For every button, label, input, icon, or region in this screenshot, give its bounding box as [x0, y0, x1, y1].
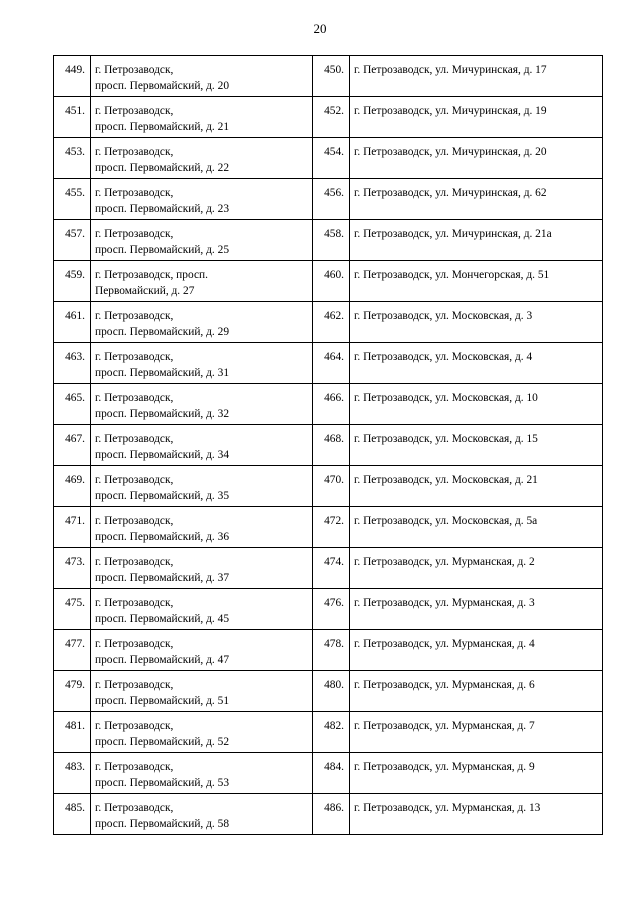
left-address-cell — [91, 56, 313, 97]
right-row-number: 462. — [313, 302, 350, 343]
left-address-line-2: просп. Первомайский, д. 34 — [95, 449, 230, 461]
left-address-line-2: просп. Первомайский, д. 51 — [95, 695, 230, 707]
left-row-number: 455. — [54, 179, 91, 220]
right-row-number: 470. — [313, 466, 350, 507]
right-address-cell — [350, 179, 603, 220]
left-address-line-1: г. Петрозаводск, — [95, 105, 174, 117]
left-address-cell — [91, 548, 313, 589]
right-row-number: 460. — [313, 261, 350, 302]
right-row-number: 450. — [313, 56, 350, 97]
address-table — [53, 55, 603, 835]
right-address-line: г. Петрозаводск, ул. Мичуринская, д. 17 — [354, 64, 547, 76]
left-address-line-1: г. Петрозаводск, — [95, 228, 174, 240]
right-address-line: г. Петрозаводск, ул. Мурманская, д. 6 — [354, 679, 535, 691]
table-row — [54, 343, 603, 384]
right-address-line: г. Петрозаводск, ул. Московская, д. 4 — [354, 351, 533, 363]
table-row — [54, 56, 603, 97]
left-address-line-2: Первомайский, д. 27 — [95, 285, 195, 297]
right-address-cell — [350, 712, 603, 753]
table-row — [54, 97, 603, 138]
right-address-cell — [350, 466, 603, 507]
left-address-line-2: просп. Первомайский, д. 35 — [95, 490, 230, 502]
right-row-number: 482. — [313, 712, 350, 753]
right-address-line: г. Петрозаводск, ул. Мичуринская, д. 21а — [354, 228, 552, 240]
left-row-number: 485. — [54, 794, 91, 835]
right-address-cell — [350, 548, 603, 589]
left-address-cell — [91, 97, 313, 138]
right-address-line: г. Петрозаводск, ул. Мончегорская, д. 51 — [354, 269, 550, 281]
left-address-cell — [91, 384, 313, 425]
left-address-cell — [91, 343, 313, 384]
right-address-cell — [350, 302, 603, 343]
left-address-line-2: просп. Первомайский, д. 36 — [95, 531, 230, 543]
left-address-line-1: г. Петрозаводск, — [95, 720, 174, 732]
right-row-number: 478. — [313, 630, 350, 671]
right-address-line: г. Петрозаводск, ул. Мурманская, д. 13 — [354, 802, 541, 814]
right-address-cell — [350, 138, 603, 179]
left-address-line-2: просп. Первомайский, д. 47 — [95, 654, 230, 666]
left-address-line-2: просп. Первомайский, д. 25 — [95, 244, 230, 256]
right-address-line: г. Петрозаводск, ул. Мурманская, д. 7 — [354, 720, 535, 732]
left-address-line-1: г. Петрозаводск, — [95, 310, 174, 322]
right-address-line: г. Петрозаводск, ул. Московская, д. 21 — [354, 474, 538, 486]
left-row-number: 449. — [54, 56, 91, 97]
left-row-number: 481. — [54, 712, 91, 753]
left-address-cell — [91, 753, 313, 794]
left-address-line-1: г. Петрозаводск, — [95, 556, 174, 568]
left-address-cell — [91, 630, 313, 671]
right-address-cell — [350, 753, 603, 794]
right-address-cell — [350, 671, 603, 712]
right-address-cell — [350, 97, 603, 138]
page-number: 20 — [313, 21, 327, 36]
left-address-line-1: г. Петрозаводск, — [95, 351, 174, 363]
left-address-line-1: г. Петрозаводск, — [95, 187, 174, 199]
right-address-cell — [350, 507, 603, 548]
right-address-line: г. Петрозаводск, ул. Мурманская, д. 3 — [354, 597, 535, 609]
left-address-cell — [91, 425, 313, 466]
right-address-line: г. Петрозаводск, ул. Мичуринская, д. 20 — [354, 146, 547, 158]
right-row-number: 480. — [313, 671, 350, 712]
left-address-cell — [91, 302, 313, 343]
left-address-line-2: просп. Первомайский, д. 21 — [95, 121, 230, 133]
left-row-number: 461. — [54, 302, 91, 343]
right-address-line: г. Петрозаводск, ул. Московская, д. 10 — [354, 392, 538, 404]
right-row-number: 468. — [313, 425, 350, 466]
right-address-line: г. Петрозаводск, ул. Московская, д. 3 — [354, 310, 533, 322]
left-address-line-2: просп. Первомайский, д. 29 — [95, 326, 230, 338]
right-row-number: 466. — [313, 384, 350, 425]
left-row-number: 465. — [54, 384, 91, 425]
left-row-number: 467. — [54, 425, 91, 466]
left-address-line-2: просп. Первомайский, д. 22 — [95, 162, 230, 174]
right-row-number: 454. — [313, 138, 350, 179]
left-address-line-1: г. Петрозаводск, — [95, 802, 174, 814]
right-row-number: 458. — [313, 220, 350, 261]
left-address-line-2: просп. Первомайский, д. 32 — [95, 408, 230, 420]
left-address-line-1: г. Петрозаводск, — [95, 597, 174, 609]
left-address-line-1: г. Петрозаводск, — [95, 761, 174, 773]
left-address-line-1: г. Петрозаводск, — [95, 474, 174, 486]
left-address-line-2: просп. Первомайский, д. 58 — [95, 818, 230, 830]
right-row-number: 456. — [313, 179, 350, 220]
left-row-number: 453. — [54, 138, 91, 179]
right-address-cell — [350, 425, 603, 466]
left-address-cell — [91, 671, 313, 712]
table-row — [54, 220, 603, 261]
left-row-number: 479. — [54, 671, 91, 712]
right-row-number: 486. — [313, 794, 350, 835]
left-address-line-2: просп. Первомайский, д. 20 — [95, 80, 230, 92]
left-row-number: 483. — [54, 753, 91, 794]
table-row — [54, 753, 603, 794]
right-address-cell — [350, 630, 603, 671]
left-address-line-1: г. Петрозаводск, — [95, 679, 174, 691]
right-address-line: г. Петрозаводск, ул. Московская, д. 15 — [354, 433, 538, 445]
left-row-number: 473. — [54, 548, 91, 589]
table-row — [54, 671, 603, 712]
left-row-number: 457. — [54, 220, 91, 261]
left-address-cell — [91, 589, 313, 630]
left-row-number: 451. — [54, 97, 91, 138]
left-address-line-1: г. Петрозаводск, — [95, 146, 174, 158]
right-row-number: 472. — [313, 507, 350, 548]
right-address-cell — [350, 343, 603, 384]
right-row-number: 452. — [313, 97, 350, 138]
left-address-line-1: г. Петрозаводск, — [95, 433, 174, 445]
left-row-number: 463. — [54, 343, 91, 384]
right-address-line: г. Петрозаводск, ул. Мурманская, д. 2 — [354, 556, 535, 568]
left-address-cell — [91, 507, 313, 548]
table-row — [54, 302, 603, 343]
left-row-number: 459. — [54, 261, 91, 302]
left-address-line-2: просп. Первомайский, д. 37 — [95, 572, 230, 584]
left-address-cell — [91, 794, 313, 835]
right-row-number: 464. — [313, 343, 350, 384]
left-row-number: 469. — [54, 466, 91, 507]
left-address-cell — [91, 179, 313, 220]
left-address-cell — [91, 138, 313, 179]
right-address-cell — [350, 56, 603, 97]
right-address-cell — [350, 794, 603, 835]
right-address-line: г. Петрозаводск, ул. Мурманская, д. 4 — [354, 638, 535, 650]
left-address-line-2: просп. Первомайский, д. 31 — [95, 367, 230, 379]
table-row — [54, 712, 603, 753]
table-row — [54, 630, 603, 671]
table-row — [54, 179, 603, 220]
table-row — [54, 589, 603, 630]
left-address-cell — [91, 466, 313, 507]
left-address-line-2: просп. Первомайский, д. 52 — [95, 736, 230, 748]
left-row-number: 475. — [54, 589, 91, 630]
table-row — [54, 548, 603, 589]
left-address-line-2: просп. Первомайский, д. 23 — [95, 203, 230, 215]
right-row-number: 474. — [313, 548, 350, 589]
table-row — [54, 138, 603, 179]
left-address-line-1: г. Петрозаводск, — [95, 515, 174, 527]
address-table-body — [54, 56, 603, 835]
table-row — [54, 261, 603, 302]
right-address-cell — [350, 261, 603, 302]
right-address-line: г. Петрозаводск, ул. Мичуринская, д. 19 — [354, 105, 547, 117]
left-address-line-1: г. Петрозаводск, — [95, 392, 174, 404]
table-row — [54, 794, 603, 835]
left-address-line-1: г. Петрозаводск, — [95, 638, 174, 650]
left-address-cell — [91, 220, 313, 261]
left-address-line-1: г. Петрозаводск, просп. — [95, 269, 208, 281]
right-row-number: 476. — [313, 589, 350, 630]
table-row — [54, 384, 603, 425]
table-row — [54, 507, 603, 548]
right-row-number: 484. — [313, 753, 350, 794]
right-address-line: г. Петрозаводск, ул. Мичуринская, д. 62 — [354, 187, 547, 199]
left-row-number: 471. — [54, 507, 91, 548]
left-address-cell — [91, 261, 313, 302]
left-address-cell — [91, 712, 313, 753]
table-row — [54, 425, 603, 466]
right-address-cell — [350, 589, 603, 630]
right-address-line: г. Петрозаводск, ул. Московская, д. 5а — [354, 515, 538, 527]
left-address-line-2: просп. Первомайский, д. 45 — [95, 613, 230, 625]
right-address-line: г. Петрозаводск, ул. Мурманская, д. 9 — [354, 761, 535, 773]
right-address-cell — [350, 220, 603, 261]
left-address-line-1: г. Петрозаводск, — [95, 64, 174, 76]
right-address-cell — [350, 384, 603, 425]
left-address-line-2: просп. Первомайский, д. 53 — [95, 777, 230, 789]
table-row — [54, 466, 603, 507]
left-row-number: 477. — [54, 630, 91, 671]
